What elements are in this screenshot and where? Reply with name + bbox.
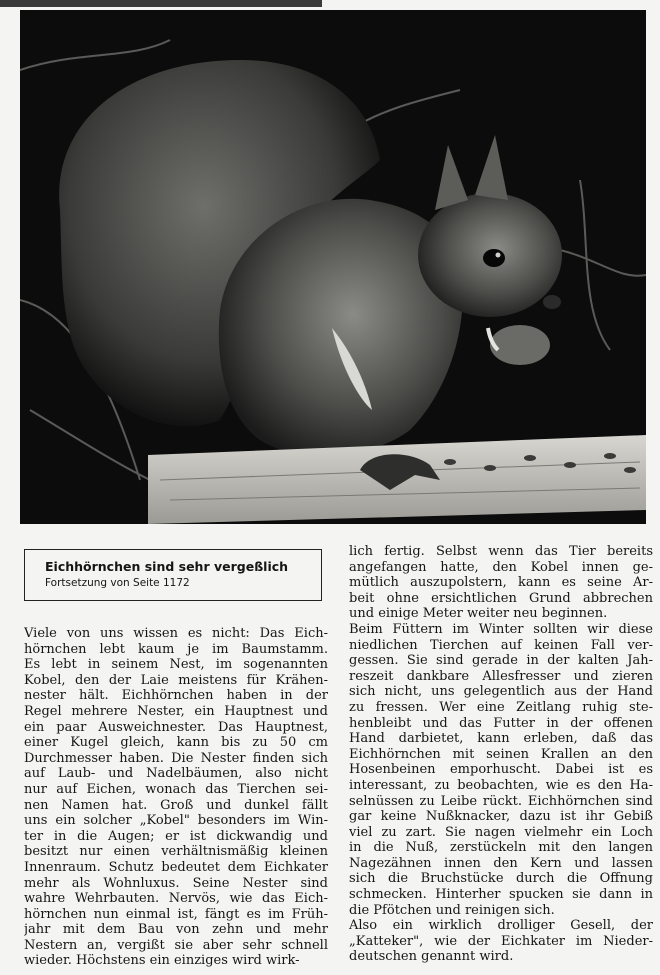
- text-line: auf Laub- und Nadelbäumen, also nicht: [24, 766, 328, 782]
- text-line: hörnchen nun einmal ist, fängt es im Früh-: [24, 906, 328, 922]
- text-line: die Pfötchen und reinigen sich.: [349, 902, 555, 918]
- text-line: nester hält. Eichhörnchen haben in der: [24, 688, 328, 704]
- text-line: Es lebt in seinem Nest, im sogenannten: [24, 657, 328, 673]
- text-line: Regel mehrere Nester, ein Hauptnest und: [24, 703, 328, 719]
- text-line: reszeit dankbare Allesfresser und zieren: [349, 668, 653, 684]
- left-text-column: [24, 626, 328, 969]
- text-line: uns ein solcher „Kobel" besonders im Win-: [24, 813, 328, 829]
- text-line: interessant, zu beobachten, wie es den Ha-: [349, 777, 653, 793]
- text-line: und einige Meter weiter neu beginnen.: [349, 606, 608, 622]
- text-line: schmecken. Hinterher spucken sie dann in: [349, 887, 653, 903]
- text-line: angefangen hatte, den Kobel innen ge-: [349, 559, 653, 575]
- article-title: Eichhörnchen sind sehr vergeßlich: [45, 559, 289, 574]
- heading-box: [24, 549, 322, 601]
- squirrel-photo: [20, 10, 646, 524]
- text-line: Kobel, den der Laie meistens für Krähen-: [24, 672, 328, 688]
- text-line: ter in die Augen; er ist dickwandig und: [24, 828, 328, 844]
- text-line: mehr als Wohnluxus. Seine Nester sind: [24, 875, 328, 891]
- page-edge-bar: [0, 0, 322, 7]
- text-line: Durchmesser haben. Die Nester finden sich: [24, 750, 328, 766]
- text-line: ein paar Ausweichnester. Das Hauptnest,: [24, 719, 328, 735]
- text-line: „Katteker", wie der Eichkater im Nieder-: [349, 933, 653, 949]
- text-line: Eichhörnchen mit seinen Krallen an den: [349, 746, 653, 762]
- text-line: wieder. Höchstens ein einziges wird wirk-: [24, 953, 300, 969]
- text-line: selnüssen zu Leibe rückt. Eichhörnchen sind: [349, 793, 653, 809]
- text-line: Viele von uns wissen es nicht: Das Eich-: [24, 626, 328, 641]
- text-line: Hand darbietet, kann erleben, daß das: [349, 731, 653, 747]
- text-line: nur auf Eichen, wonach das Tierchen sei-: [24, 781, 328, 797]
- text-line: lich fertig. Selbst wenn das Tier bereits: [349, 544, 653, 559]
- text-line: niedlichen Tierchen auf keinen Fall ver-: [349, 637, 653, 653]
- continuation-note: Fortsetzung von Seite 1172: [45, 577, 190, 589]
- text-line: Nagezähnen innen den Kern und lassen: [349, 855, 653, 871]
- text-line: einer Kugel gleich, kann bis zu 50 cm: [24, 735, 328, 751]
- text-line: Hosenbeinen emporhuscht. Dabei ist es: [349, 762, 653, 778]
- text-line: zu fressen. Wer eine Zeitlang ruhig ste-: [349, 699, 653, 715]
- text-line: viel zu zart. Sie nagen vielmehr ein Loch: [349, 824, 653, 840]
- text-line: jahr mit dem Bau von zehn und mehr: [24, 922, 328, 938]
- text-line: Nestern an, vergißt sie aber sehr schnell: [24, 937, 328, 953]
- text-line: deutschen genannt wird.: [349, 949, 514, 965]
- text-line: hörnchen lebt kaum je im Baumstamm.: [24, 641, 328, 657]
- text-line: henbleibt und das Futter in der offenen: [349, 715, 653, 731]
- text-line: Beim Füttern im Winter sollten wir diese: [349, 621, 653, 637]
- text-line: wahre Wehrbauten. Nervös, wie das Eich-: [24, 891, 328, 907]
- text-line: Also ein wirklich drolliger Gesell, der: [349, 918, 653, 934]
- text-line: gessen. Sie sind gerade in der kalten Jah-: [349, 653, 653, 669]
- text-line: Innenraum. Schutz bedeutet dem Eichkater: [24, 859, 328, 875]
- text-line: beit ohne ersichtlichen Grund abbrechen: [349, 590, 653, 606]
- text-line: besitzt nur einen verhältnismäßig kleinen: [24, 844, 328, 860]
- text-line: gar keine Nußknacker, dazu ist ihr Gebiß: [349, 809, 653, 825]
- text-line: sich die Bruchstücke durch die Öffnung: [349, 871, 653, 887]
- text-line: sich nicht, uns gelegentlich aus der Hand: [349, 684, 653, 700]
- right-text-column: [349, 544, 653, 965]
- text-line: mütlich auszupolstern, kann es seine Ar-: [349, 575, 653, 591]
- text-line: nen Namen hat. Groß und dunkel fällt: [24, 797, 328, 813]
- text-line: in die Nuß, zerstückeln mit den langen: [349, 840, 653, 856]
